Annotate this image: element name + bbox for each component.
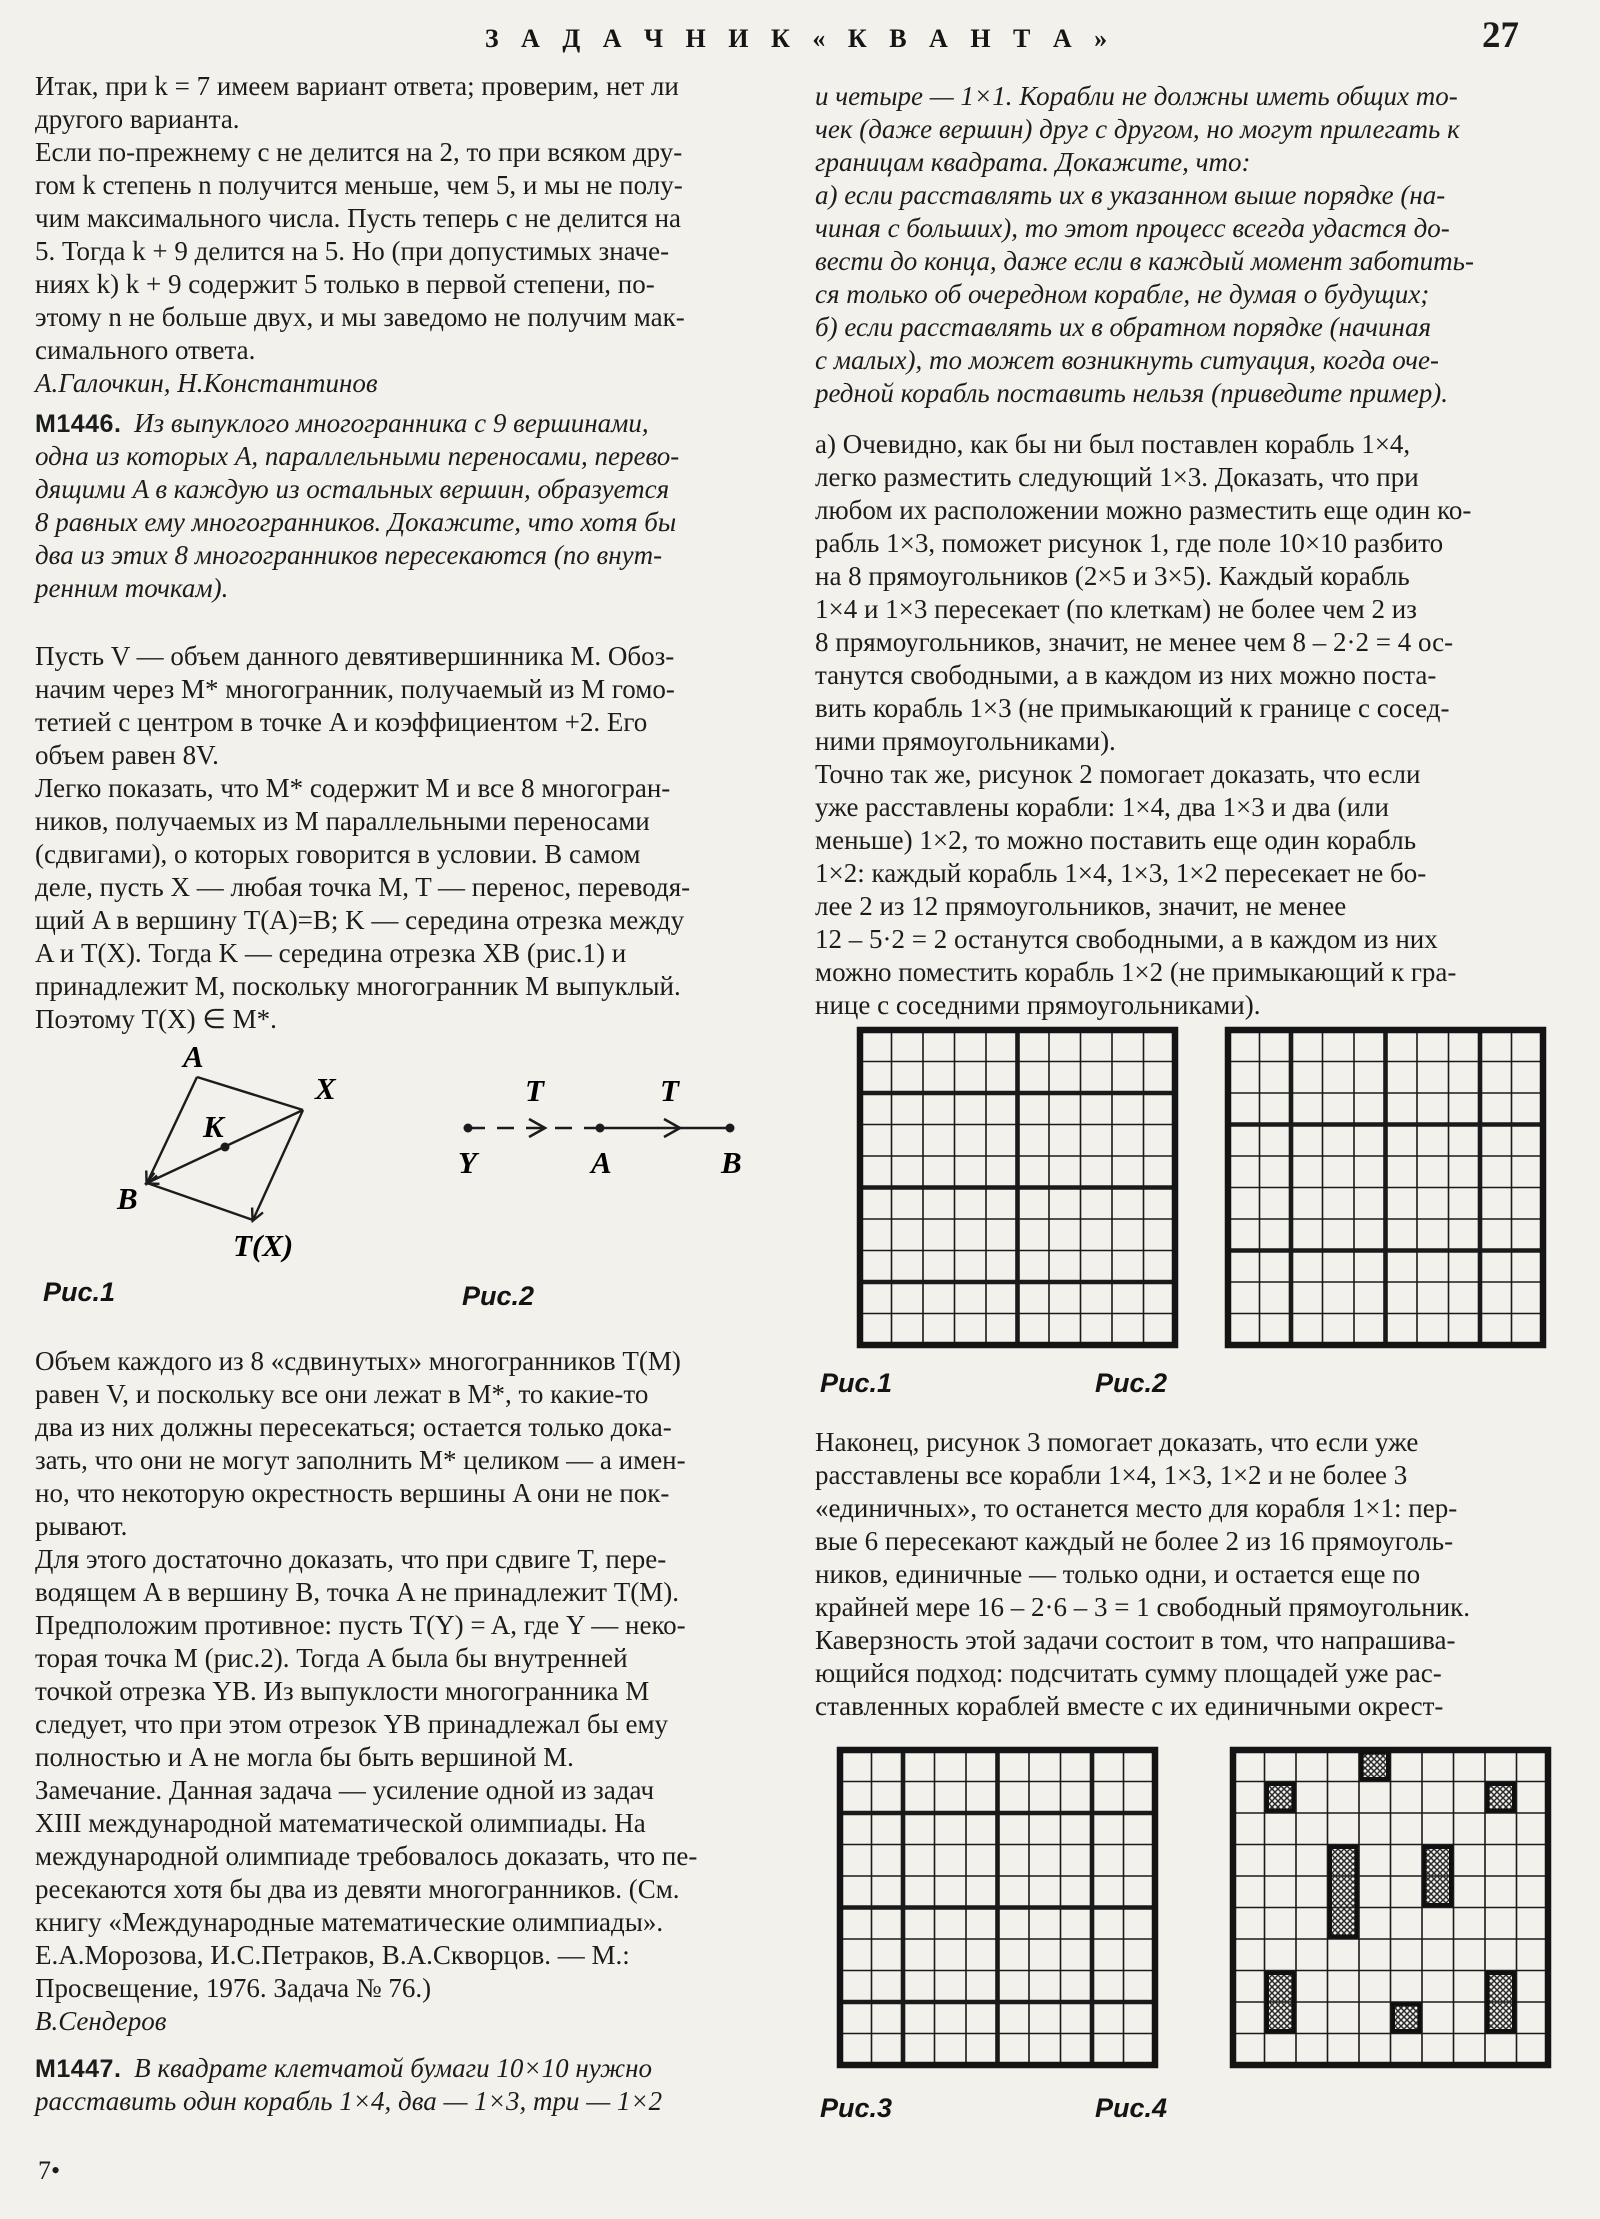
text-line: Итак, при k = 7 имеем вариант ответа; проверим, нет ли xyxy=(35,71,679,101)
text-line: Предположим противное: пусть T(Y) = A, где Y — неко- xyxy=(35,1610,686,1640)
text-line: ресекаются хотя бы два из девяти многогранников. (См. xyxy=(35,1874,680,1904)
signature-mark: 7• xyxy=(38,2156,61,2185)
grid-figure-pair-top xyxy=(815,1020,1577,1420)
text-line: Пусть V — объем данного девятивершинника M. Обоз- xyxy=(35,641,675,671)
text-line: зать, что они не могут заполнить M* целиком — а имен- xyxy=(35,1445,686,1475)
solution-lines xyxy=(815,758,1577,1022)
page-number: 27 xyxy=(1482,15,1519,56)
text-line: крайней мере 16 – 2·6 – 3 = 1 свободный прямоугольник. xyxy=(815,1592,1471,1622)
ship-cell xyxy=(1267,1973,1294,2031)
text-line: Поэтому T(X) ∈ M*. xyxy=(35,1004,277,1034)
text-line: вести до конца, даже если в каждый момент заботить- xyxy=(815,246,1474,276)
text-line: международной олимпиаде требовалось доказать, что пе- xyxy=(35,1841,698,1871)
grid-ris2-12-rectangles xyxy=(1223,1025,1548,1350)
text-line: нице с соседними прямоугольниками). xyxy=(815,990,1261,1020)
text-line: легко разместить следующий 1×3. Доказать, что при xyxy=(815,462,1419,492)
problem-lines xyxy=(815,80,1577,410)
text-line: другого варианта. xyxy=(35,104,240,134)
text-line: полностью и A не могла бы быть вершиной M. xyxy=(35,1742,574,1772)
text-line: ставленных кораблей вместе с их единичными окрест- xyxy=(815,1691,1444,1721)
text-line: Легко показать, что M* содержит M и все 8 многогран- xyxy=(35,773,671,803)
ship-cell xyxy=(1267,1784,1294,1811)
text-line: ренним точкам). xyxy=(35,573,229,603)
paragraph-lines xyxy=(35,70,795,367)
midpoint-label-k: K xyxy=(203,1109,224,1144)
point-label-y: Y xyxy=(458,1145,477,1180)
figure-caption-ris1: Рис.1 xyxy=(43,1277,116,1307)
text-line: а) Очевидно, как бы ни был поставлен корабль 1×4, xyxy=(815,429,1411,459)
text-line: 5. Тогда k + 9 делится на 5. Но (при допустимых значе- xyxy=(35,236,670,266)
ship-cell xyxy=(1362,1753,1389,1780)
text-line: рабль 1×3, поможет рисунок 1, где поле 10×10 разбито xyxy=(815,528,1444,558)
problem-lines xyxy=(35,2085,795,2118)
text-line: чиная с больших), то этот процесс всегда удастся до- xyxy=(815,213,1450,243)
text-line: XIII международной математической олимпиады. На xyxy=(35,1808,646,1838)
text-line: объем равен 8V. xyxy=(35,740,219,770)
problem-number-label: М1447. xyxy=(35,2055,122,2083)
text-line: книгу «Международные математические олимпиады». xyxy=(35,1907,664,1937)
translation-label-t1: T xyxy=(525,1073,544,1108)
text-line: вить корабль 1×3 (не примыкающий к границе с сосед- xyxy=(815,693,1450,723)
text-line: ющийся подход: подсчитать сумму площадей уже рас- xyxy=(815,1658,1442,1688)
solution-lines xyxy=(815,428,1577,758)
text-line: вые 6 пересекают каждый не более 2 из 16 прямоуголь- xyxy=(815,1526,1454,1556)
solution-m1447-a xyxy=(815,428,1577,758)
text-line: ся только об очередном корабле, не думая о будущих; xyxy=(815,279,1430,309)
text-line: 8 равных ему многогранников. Докажите, что хотя бы xyxy=(35,507,677,537)
text-line: Если по-прежнему c не делится на 2, то при всяком дру- xyxy=(35,137,683,167)
text-line: 12 – 5·2 = 2 останутся свободными, а в каждом из них xyxy=(815,924,1438,954)
text-line: равен V, и поскольку все они лежат в M*, то какие-то xyxy=(35,1379,649,1409)
text-line: «единичных», то останется место для корабля 1×1: пер- xyxy=(815,1493,1458,1523)
text-line: ников, получаемых из M параллельными переносами xyxy=(35,806,650,836)
text-line: деле, пусть X — любая точка M, T — перенос, переводя- xyxy=(35,872,691,902)
text-line: б) если расставлять их в обратном порядке (начиная xyxy=(815,312,1432,342)
text-line: лее 2 из 12 прямоугольников, значит, не менее xyxy=(815,891,1347,921)
point-label-a: A xyxy=(591,1145,612,1180)
text-line: 1×2: каждый корабль 1×4, 1×3, 1×2 пересекает не бо- xyxy=(815,858,1427,888)
text-line: этому n не больше двух, и мы заведомо не получим мак- xyxy=(35,302,685,332)
problem-m1446 xyxy=(35,407,795,605)
text-line: Е.А.Морозова, И.С.Петраков, В.А.Скворцов. — М.: xyxy=(35,1940,630,1970)
text-line: ников, единичные — только одни, и остается еще по xyxy=(815,1559,1421,1589)
text-line: можно поместить корабль 1×2 (не примыкающий к гра- xyxy=(815,957,1457,987)
figure-caption-ris3-grid: Рис.3 xyxy=(820,2093,893,2123)
author-signature: А.Галочкин, Н.Константинов xyxy=(35,368,378,398)
vertex-label-tx: T(X) xyxy=(233,1228,294,1263)
text-line: чек (даже вершин) друг с другом, но могут прилегать к xyxy=(815,114,1460,144)
text-line: ними прямоугольниками). xyxy=(815,726,1116,756)
text-line: точкой отрезка YB. Из выпуклости многогранника M xyxy=(35,1676,650,1706)
text-line: расставлены все корабли 1×4, 1×3, 1×2 и не более 3 xyxy=(815,1460,1408,1490)
text-line: на 8 прямоугольников (2×5 и 3×5). Каждый корабль xyxy=(815,561,1410,591)
text-line: 8 прямоугольников, значит, не менее чем 8 – 2·2 = 4 ос- xyxy=(815,627,1454,657)
text-line: Объем каждого из 8 «сдвинутых» многогранников T(M) xyxy=(35,1346,681,1376)
figure-caption-ris4-grid: Рис.4 xyxy=(1095,2093,1168,2123)
grid-ris1-8-rectangles xyxy=(855,1025,1180,1350)
text-line: Наконец, рисунок 3 помогает доказать, что если уже xyxy=(815,1427,1419,1457)
figure-caption-ris1-grid: Рис.1 xyxy=(820,1368,893,1398)
vertex-label-a: A xyxy=(183,1039,204,1074)
figure-caption-ris2: Рис.2 xyxy=(462,1281,535,1311)
text-line: с малых), то может возникнуть ситуация, когда оче- xyxy=(815,345,1439,375)
page-title: З А Д А Ч Н И К « К В А Н Т А » xyxy=(484,24,1116,53)
text-line: принадлежит M, поскольку многогранник M выпуклый. xyxy=(35,971,681,1001)
ship-cell xyxy=(1330,1847,1357,1937)
ship-cell xyxy=(1425,1847,1452,1905)
text-line: Замечание. Данная задача — усиление одной из задач xyxy=(35,1775,655,1805)
solution-m1447-b xyxy=(815,758,1577,1022)
ship-cell xyxy=(1393,2005,1420,2032)
text-line: начим через M* многогранник, получаемый из M гомо- xyxy=(35,674,675,704)
text-line: симального ответа. xyxy=(35,335,256,365)
ship-cell xyxy=(1488,1784,1515,1811)
author-signature: В.Сендеров xyxy=(35,2006,167,2036)
text-line: два из этих 8 многогранников пересекаются (по внут- xyxy=(35,540,663,570)
text-line: щий A в вершину T(A)=B; K — середина отрезка между xyxy=(35,905,685,935)
text-line: танутся свободными, а в каждом из них можно поста- xyxy=(815,660,1437,690)
point-label-b: B xyxy=(721,1145,742,1180)
text-line: меньше) 1×2, то можно поставить еще один корабль xyxy=(815,825,1417,855)
text-line: а) если расставлять их в указанном выше порядке (на- xyxy=(815,180,1446,210)
text-line: чим максимального числа. Пусть теперь c не делится на xyxy=(35,203,682,233)
problem-m1447 xyxy=(35,2052,795,2118)
text-line: границам квадрата. Докажите, что: xyxy=(815,147,1251,177)
text-line: любом их расположении можно разместить еще один ко- xyxy=(815,495,1472,525)
translation-line-diagram xyxy=(464,1119,735,1137)
grid-figure-pair-bottom xyxy=(815,1738,1577,2148)
paragraph-intro xyxy=(35,70,795,400)
text-line: Просвещение, 1976. Задача № 76.) xyxy=(35,1973,432,2003)
text-line: водящем A в вершину B, точка A не принадлежит T(M). xyxy=(35,1577,679,1607)
figure-ris1-ris2-diagram xyxy=(35,1035,795,1325)
text-line: одна из которых A, параллельными переносами, перево- xyxy=(35,441,680,471)
figure-caption-ris2-grid: Рис.2 xyxy=(1095,1368,1168,1398)
grid-ris3-16-rectangles xyxy=(835,1745,1160,2070)
solution-lines xyxy=(35,1345,795,2005)
ship-cell xyxy=(1488,1973,1515,2031)
solution-m1446-part1 xyxy=(35,640,795,1036)
text-line: 1×4 и 1×3 пересекает (по клеткам) не более чем 2 из xyxy=(815,594,1417,624)
solution-lines xyxy=(815,1426,1577,1723)
text-line: торая точка M (рис.2). Тогда A была бы внутренней xyxy=(35,1643,628,1673)
solution-m1446-part2 xyxy=(35,1345,795,2038)
text-line: уже расставлены корабли: 1×4, два 1×3 и два (или xyxy=(815,792,1389,822)
text-line: ниях k) k + 9 содержит 5 только в первой степени, по- xyxy=(35,269,655,299)
grid-ris4-ship-example xyxy=(1228,1745,1553,2070)
translation-label-t2: T xyxy=(660,1073,679,1108)
problem-lines xyxy=(35,440,795,605)
text-line: расставить один корабль 1×4, два — 1×3, три — 1×2 xyxy=(35,2086,663,2116)
text-line: гом k степень n получится меньше, чем 5, и мы не полу- xyxy=(35,170,683,200)
text-line: Для этого достаточно доказать, что при сдвиге T, пере- xyxy=(35,1544,667,1574)
text-line: Каверзность этой задачи состоит в том, что напрашива- xyxy=(815,1625,1456,1655)
text-line: следует, что при этом отрезок YB принадлежал бы ему xyxy=(35,1709,669,1739)
problem-number-label: М1446. xyxy=(35,410,122,438)
vertex-label-x: X xyxy=(315,1071,336,1106)
text-line: дящими A в каждую из остальных вершин, образуется xyxy=(35,474,670,504)
problem-first-line: Из выпуклого многогранника с 9 вершинами, xyxy=(134,408,649,438)
text-line: редной корабль поставить нельзя (приведите пример). xyxy=(815,378,1448,408)
solution-lines xyxy=(35,640,795,1036)
text-line: рывают. xyxy=(35,1511,128,1541)
problem-first-line: В квадрате клетчатой бумаги 10×10 нужно xyxy=(134,2053,653,2083)
vertex-label-b: B xyxy=(117,1181,138,1216)
text-line: (сдвигами), о которых говорится в условии. В самом xyxy=(35,839,641,869)
solution-m1447-final xyxy=(815,1426,1577,1723)
text-line: Точно так же, рисунок 2 помогает доказать, что если xyxy=(815,759,1421,789)
text-line: но, что некоторую окрестность вершины A они не пок- xyxy=(35,1478,670,1508)
text-line: два из них должны пересекаться; остается только дока- xyxy=(35,1412,672,1442)
problem-m1447-continued xyxy=(815,80,1577,410)
text-line: тетией с центром в точке A и коэффициентом +2. Его xyxy=(35,707,648,737)
figure-left-pair xyxy=(35,1035,795,1325)
text-line: и четыре — 1×1. Корабли не должны иметь общих то- xyxy=(815,81,1458,111)
text-line: A и T(X). Тогда K — середина отрезка XB (рис.1) и xyxy=(35,938,627,968)
